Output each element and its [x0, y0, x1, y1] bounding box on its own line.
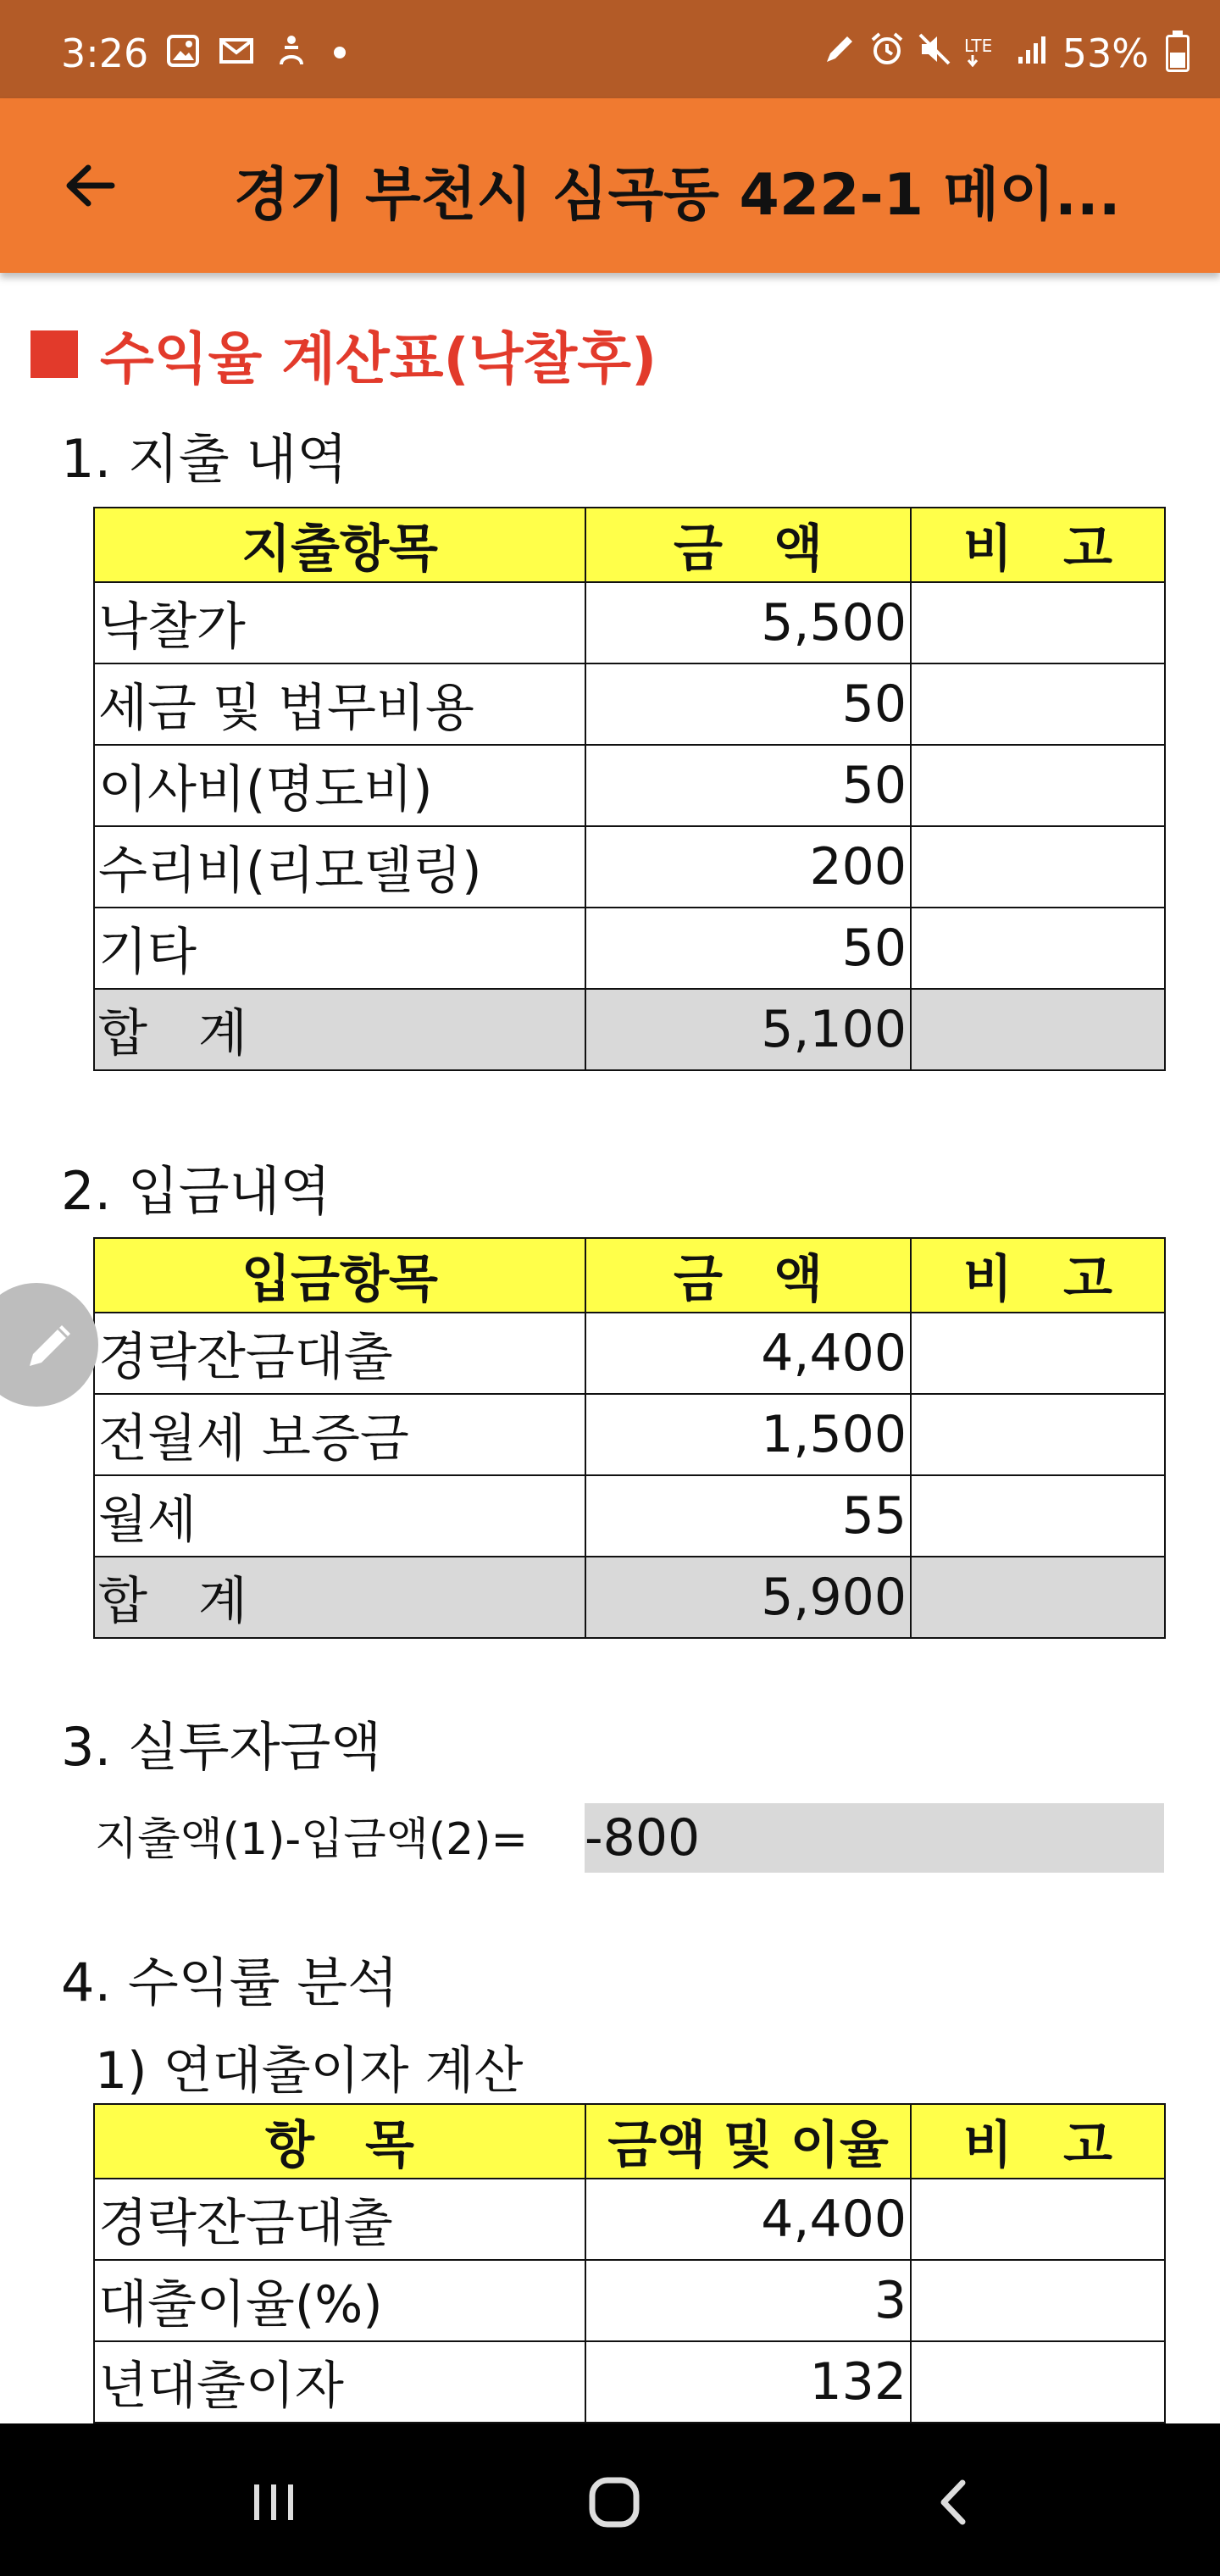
row-note [911, 1394, 1165, 1475]
section4-title: 4. 수익률 분석 [61, 1951, 399, 2013]
back-icon [925, 2473, 984, 2532]
row-note [911, 2179, 1165, 2260]
loan-interest-table [93, 2103, 1166, 2423]
row-item: 경락잔금대출 [94, 2179, 585, 2260]
row-note [911, 663, 1165, 745]
table-row [94, 1313, 1165, 1394]
row-item: 낙찰가 [94, 582, 585, 663]
table-row [94, 2260, 1165, 2341]
row-amount: 55 [585, 1475, 911, 1557]
row-amount: 3 [585, 2260, 911, 2341]
svg-text:LTE: LTE [963, 36, 992, 56]
header-note: 비 고 [911, 2104, 1165, 2179]
row-amount: 200 [585, 826, 911, 908]
row-note [911, 826, 1165, 908]
row-amount: 50 [585, 745, 911, 826]
total-amount: 5,900 [585, 1557, 911, 1638]
accessibility-icon [274, 34, 308, 76]
main-heading-text: 수익율 계산표(낙찰후) [100, 326, 657, 391]
section4-sub1-title: 1) 연대출이자 계산 [95, 2041, 524, 2101]
row-amount: 1,500 [585, 1394, 911, 1475]
row-item: 월세 [94, 1475, 585, 1557]
arrow-left-icon [61, 156, 120, 215]
table-row [94, 2341, 1165, 2423]
home-icon [580, 2468, 648, 2536]
row-item: 세금 및 법무비용 [94, 663, 585, 745]
mail-icon [219, 34, 256, 76]
pencil-icon [21, 1315, 80, 1374]
row-item: 수리비(리모델링) [94, 826, 585, 908]
nav-back-button[interactable] [917, 2464, 993, 2540]
row-amount: 5,500 [585, 582, 911, 663]
battery-percent: 53% [1062, 31, 1149, 76]
row-item: 년대출이자 [94, 2341, 585, 2423]
dot-icon [327, 34, 352, 76]
row-amount: 50 [585, 663, 911, 745]
section2-title: 2. 입금내역 [61, 1160, 331, 1222]
table-row [94, 663, 1165, 745]
alarm-icon [869, 31, 905, 75]
red-square-icon [30, 330, 78, 378]
total-label: 합 계 [94, 1557, 585, 1638]
recent-apps-button[interactable] [236, 2464, 312, 2540]
navigation-bar [0, 2423, 1220, 2576]
net-investment-value: -800 [585, 1803, 1164, 1873]
row-note [911, 2260, 1165, 2341]
table-row [94, 908, 1165, 989]
header-item: 입금항목 [94, 1238, 585, 1313]
row-item: 기타 [94, 908, 585, 989]
row-amount: 50 [585, 908, 911, 989]
table-row [94, 745, 1165, 826]
lte-icon [964, 31, 1003, 75]
total-amount: 5,100 [585, 989, 911, 1070]
row-note [911, 582, 1165, 663]
row-note [911, 1313, 1165, 1394]
header-item: 지출항목 [94, 508, 585, 582]
row-amount: 4,400 [585, 2179, 911, 2260]
signal-icon [1015, 31, 1051, 75]
status-system-icons [822, 31, 1190, 76]
table-row [94, 826, 1165, 908]
row-item: 대출이율(%) [94, 2260, 585, 2341]
expense-table [93, 507, 1166, 1071]
table-row [94, 582, 1165, 663]
header-amount: 금 액 [585, 1238, 911, 1313]
total-label: 합 계 [94, 989, 585, 1070]
status-bar [0, 0, 1220, 98]
table-row [94, 1475, 1165, 1557]
app-bar [0, 98, 1220, 273]
back-button[interactable] [53, 147, 129, 224]
row-note [911, 2341, 1165, 2423]
recent-apps-icon [244, 2473, 303, 2532]
pen-icon [822, 31, 857, 75]
row-item: 전월세 보증금 [94, 1394, 585, 1475]
table-header-row [94, 508, 1165, 582]
main-heading [30, 314, 657, 394]
net-investment-label: 지출액(1)-입금액(2)= [95, 1814, 529, 1865]
section1-title: 1. 지출 내역 [61, 428, 348, 490]
table-row [94, 2179, 1165, 2260]
row-amount: 4,400 [585, 1313, 911, 1394]
total-row [94, 1557, 1165, 1638]
header-amount: 금 액 [585, 508, 911, 582]
header-note: 비 고 [911, 1238, 1165, 1313]
status-time: 3:26 [61, 31, 149, 76]
table-header-row [94, 1238, 1165, 1313]
image-icon [166, 34, 200, 76]
row-note [911, 1475, 1165, 1557]
home-button[interactable] [576, 2464, 652, 2540]
status-notification-icons [166, 34, 352, 76]
row-note [911, 908, 1165, 989]
total-note [911, 989, 1165, 1070]
page-title: 경기 부천시 심곡동 422-1 메이... [234, 162, 1121, 229]
table-header-row [94, 2104, 1165, 2179]
row-note [911, 745, 1165, 826]
row-item: 이사비(명도비) [94, 745, 585, 826]
row-item: 경락잔금대출 [94, 1313, 585, 1394]
mute-icon [917, 31, 952, 75]
section3-title: 3. 실투자금액 [61, 1716, 382, 1778]
income-table [93, 1237, 1166, 1639]
row-amount: 132 [585, 2341, 911, 2423]
total-row [94, 989, 1165, 1070]
total-note [911, 1557, 1165, 1638]
table-row [94, 1394, 1165, 1475]
edit-button[interactable] [0, 1283, 98, 1407]
header-note: 비 고 [911, 508, 1165, 582]
header-item: 항 목 [94, 2104, 585, 2179]
battery-icon [1166, 35, 1190, 72]
header-amount: 금액 및 이율 [585, 2104, 911, 2179]
